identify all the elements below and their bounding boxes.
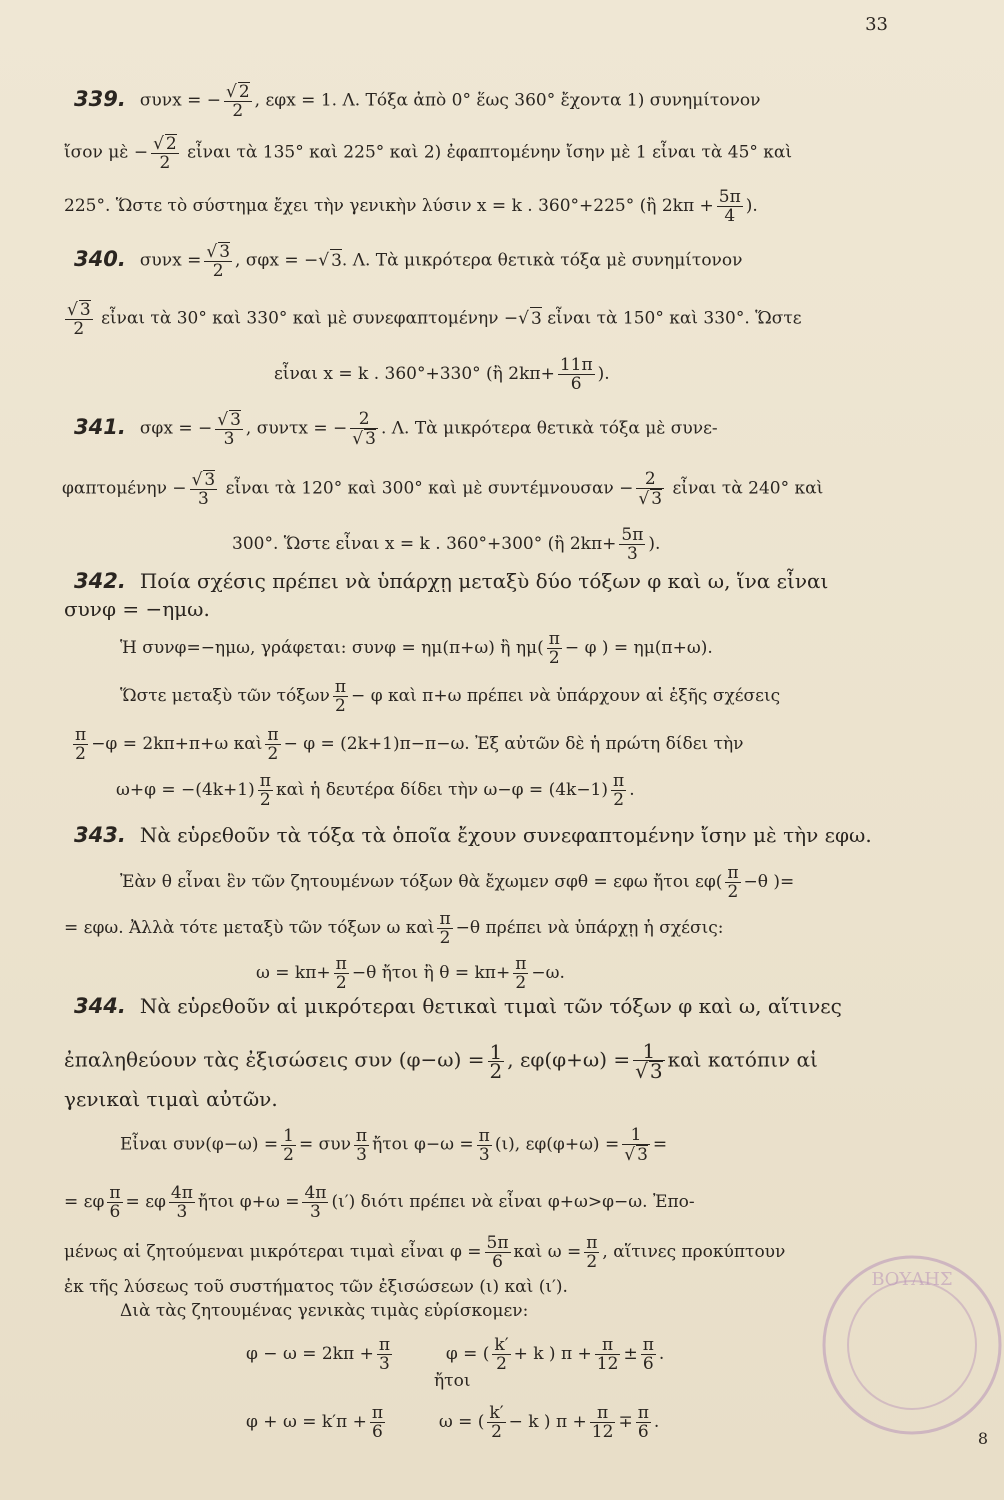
problem-340-line-1: 340. συνx = $\frac{√ 3}{2}$ , σφx = −√ 3. Λ. Τὰ μικρότερα θετικὰ τόξα μὲ συνημίτονον: [74, 242, 743, 281]
problem-344-line-6: μένως αἱ ζητούμεναι μικρότεραι τιμαὶ εἶναι φ = $\frac{5\pi}{6}$ καὶ ω = $\frac{\pi}{2}$ , αἵτινες προκύπτουν: [64, 1233, 786, 1272]
problem-343-line-3: = εφω. Ἀλλὰ τότε μεταξὺ τῶν τόξων ω καὶ $\frac{\pi}{2}$ −θ πρέπει νὰ ὑπάρχῃ ἡ σχέσις:: [64, 909, 724, 948]
problem-342-line-3: Ἡ συνφ=−ημω, γράφεται: συνφ = ημ(π+ω) ἢ ημ( $\frac{\pi}{2}$ − φ ) = ημ(π+ω).: [120, 629, 713, 668]
problem-343-number: 343.: [74, 823, 126, 847]
side-mark: 8: [977, 1429, 988, 1448]
problem-340-line-3: εἶναι x = k . 360°+330° (ἢ 2kπ+ $\frac{11\pi}{6}$ ).: [274, 355, 610, 394]
problem-344-line-8: Διὰ τὰς ζητουμένας γενικὰς τιμὰς εὑρίσκομεν:: [120, 1301, 529, 1321]
equation-system-line-2: φ + ω = k′π + $\frac{\pi}{6}$ ω = ( $\frac{k'}{2}$ − k ) π + $\frac{\pi}{12}$ ∓ $\frac{\pi}{6}$ .: [246, 1403, 660, 1442]
problem-344-line-3: γενικαὶ τιμαὶ αὐτῶν.: [64, 1087, 278, 1111]
problem-342-number: 342.: [74, 569, 126, 593]
page-number: 33: [865, 14, 888, 35]
problem-344-line-4: Εἶναι συν(φ−ω) = $\frac{1}{2}$ = συν $\frac{\pi}{3}$ ἤτοι φ−ω = $\frac{\pi}{3}$ (ι), εφ(φ+ω) = $\frac{1}{√ 3}$ =: [120, 1125, 668, 1165]
problem-343-line-1: 343. Νὰ εὑρεθοῦν τὰ τόξα τὰ ὁποῖα ἔχουν συνεφαπτομένην ἴσην μὲ τὴν εφω.: [74, 823, 872, 847]
stamp-text: ΒΟΥΛΗΣ: [871, 1269, 953, 1290]
problem-343-line-2: Ἐὰν θ εἶναι ἓν τῶν ζητουμένων τόξων θὰ ἔχωμεν σφθ = εφω ἤτοι εφ( $\frac{\pi}{2}$ −θ )=: [120, 863, 795, 902]
problem-342-line-1: 342. Ποία σχέσις πρέπει νὰ ὑπάρχῃ μεταξὺ δύο τόξων φ καὶ ω, ἵνα εἶναι: [74, 569, 829, 593]
problem-342-line-6: ω+φ = −(4k+1) $\frac{\pi}{2}$ καὶ ἡ δευτέρα δίδει τὴν ω−φ = (4k−1) $\frac{\pi}{2}$ .: [116, 771, 635, 810]
problem-339-line-1: 339. συνx = − $\frac{√ 2}{2}$ , εφx = 1. Λ. Τόξα ἀπὸ 0° ἕως 360° ἔχοντα 1) συνημίτονον: [74, 82, 761, 121]
problem-339-number: 339.: [74, 86, 126, 111]
problem-341-line-3: 300°. Ὥστε εἶναι x = k . 360°+300° (ἢ 2kπ+ $\frac{5\pi}{3}$ ).: [232, 525, 661, 564]
problem-343-line-4: ω = kπ+ $\frac{\pi}{2}$ −θ ἤτοι ἢ θ = kπ+ $\frac{\pi}{2}$ −ω.: [256, 954, 565, 993]
problem-342-line-2: συνφ = −ημω.: [64, 597, 210, 621]
problem-344-number: 344.: [74, 994, 126, 1018]
problem-339-line-3: 225°. Ὥστε τὸ σύστημα ἔχει τὴν γενικὴν λύσιν x = k . 360°+225° (ἢ 2kπ + $\frac{5\pi}{4}$ ).: [64, 187, 758, 226]
problem-341-line-1: 341. σφx = − $\frac{√ 3}{3}$ , συντx = − $\frac{2}{√ 3}$ . Λ. Τὰ μικρότερα θετικὰ τόξα μὲ συνε-: [74, 409, 718, 449]
etoi-label: ἤτοι: [434, 1371, 471, 1391]
problem-344-line-5: = εφ $\frac{\pi}{6}$ = εφ $\frac{4\pi}{3}$ ἤτοι φ+ω = $\frac{4\pi}{3}$ (ι′) διότι πρέπει νὰ εἶναι φ+ω>φ−ω. Ἐπο-: [64, 1183, 695, 1222]
equation-system-line-1: φ − ω = 2kπ + $\frac{\pi}{3}$ φ = ( $\frac{k'}{2}$ + k ) π + $\frac{\pi}{12}$ ± $\frac{\pi}{6}$ .: [246, 1335, 665, 1374]
problem-341-line-2: φαπτομένην − $\frac{√ 3}{3}$ εἶναι τὰ 120° καὶ 300° καὶ μὲ συντέμνουσαν − $\frac{2}{√ 3}$ εἶναι τὰ 240° καὶ: [62, 469, 824, 509]
problem-342-line-5: $\frac{\pi}{2}$ −φ = 2kπ+π+ω καὶ $\frac{\pi}{2}$ − φ = (2k+1)π−π−ω. Ἐξ αὐτῶν δὲ ἡ πρώτη δίδει τὴν: [75, 725, 744, 764]
problem-342-line-4: Ὥστε μεταξὺ τῶν τόξων $\frac{\pi}{2}$ − φ καὶ π+ω πρέπει νὰ ὑπάρχουν αἱ ἑξῆς σχέσεις: [120, 677, 781, 716]
problem-340-line-2: $\frac{√ 3}{2}$ εἶναι τὰ 30° καὶ 330° καὶ μὲ συνεφαπτομένην −√ 3 εἶναι τὰ 150° καὶ 330°. Ὥστε: [67, 300, 802, 339]
problem-344-line-1: 344. Νὰ εὑρεθοῦν αἱ μικρότεραι θετικαὶ τιμαὶ τῶν τόξων φ καὶ ω, αἵτινες: [74, 994, 842, 1018]
problem-344-line-2: ἐπαληθεύουν τὰς ἐξισώσεις συν (φ−ω) = $\frac{1}{2}$ , εφ(φ+ω) = $\frac{1}{√ 3}$ καὶ κατόπιν αἱ: [64, 1039, 818, 1083]
problem-339-line-2: ἴσον μὲ − $\frac{√ 2}{2}$ εἶναι τὰ 135° καὶ 225° καὶ 2) ἐφαπτομένην ἴσην μὲ 1 εἶναι τὰ 45° καὶ: [64, 134, 793, 173]
problem-341-number: 341.: [74, 414, 126, 439]
problem-340-number: 340.: [74, 246, 126, 271]
library-stamp: [812, 1245, 1004, 1445]
problem-344-line-7: ἐκ τῆς λύσεως τοῦ συστήματος τῶν ἐξισώσεων (ι) καὶ (ι′).: [64, 1277, 568, 1297]
